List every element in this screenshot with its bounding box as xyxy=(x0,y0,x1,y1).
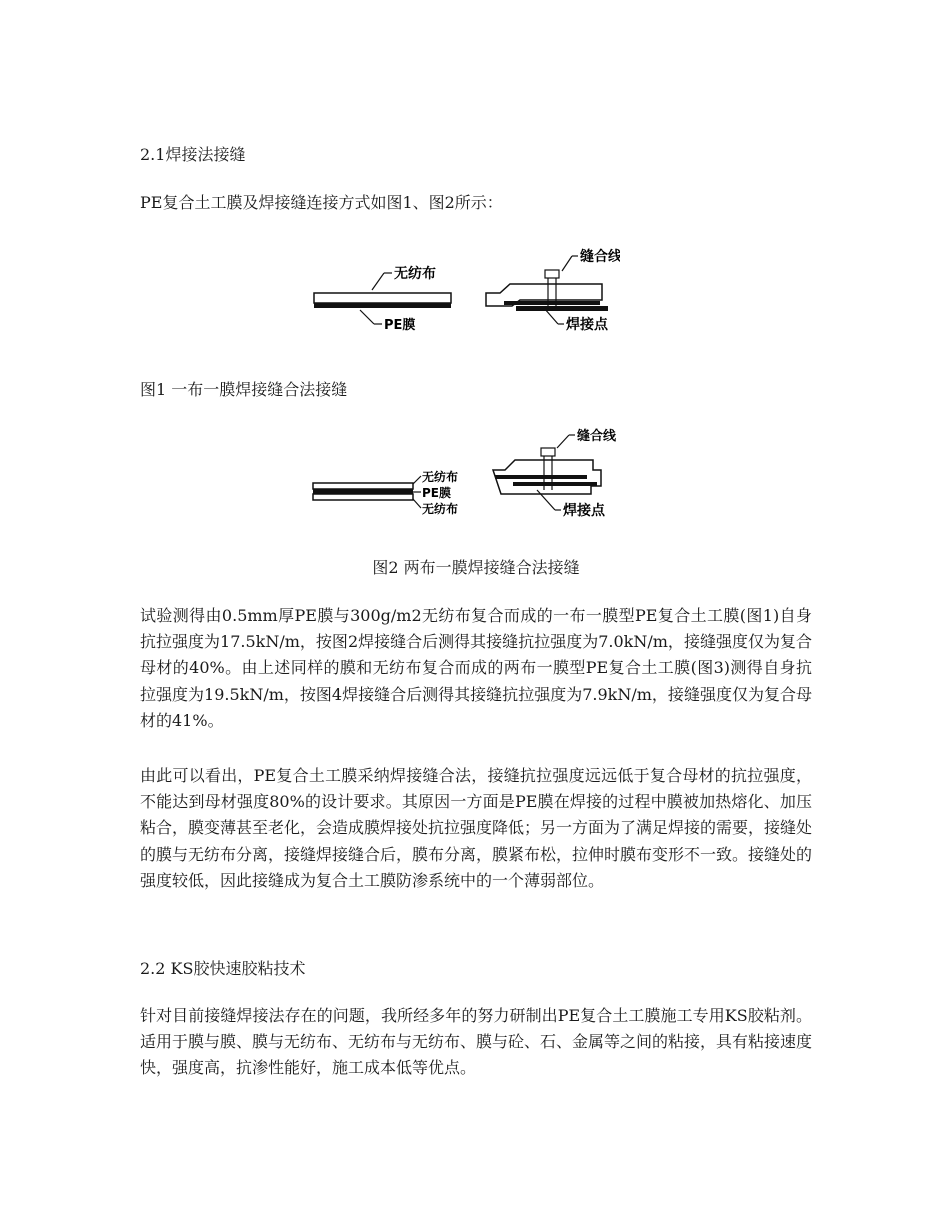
label-seam-line: 缝合线 xyxy=(580,249,620,265)
figure-1-diagram xyxy=(300,240,620,344)
figure-2-svg xyxy=(305,428,625,528)
label-pe-film: PE膜 xyxy=(384,318,416,333)
seam-pe-film-upper xyxy=(495,475,587,479)
seam-pe-film-lower xyxy=(516,306,608,311)
nonwoven-bottom-layer xyxy=(313,494,413,500)
paragraph-test-results: 试验测得由0.5mm厚PE膜与300g/m2无纺布复合而成的一布一膜型PE复合土工膜(图1)自身抗拉强度为17.5kN/m，按图2焊接缝合后测得其接缝抗拉强度为7.0kN/m，接缝强度仅为复合母材的40%。由上述同样的膜和无纺布复合而成的两布一膜型PE复合土工膜(图3)测得自身抗拉强度为19.5kN/m，按图4焊接缝合后测得其接缝抗拉强度为7.9kN/m，接缝强度仅为复合母材的41%。 xyxy=(140,606,812,730)
stitch-knot xyxy=(541,448,555,456)
section-heading-ks-glue: 2.2 KS胶快速胶粘技术 xyxy=(140,959,306,978)
label-nonwoven-bottom: 无纺布 xyxy=(422,502,459,516)
seam-pe-film-lower xyxy=(513,482,597,486)
label-nonwoven-top: 无纺布 xyxy=(422,470,459,484)
figure-1-svg xyxy=(300,240,620,340)
pe-film-layer xyxy=(314,303,451,308)
stitch-knot xyxy=(545,270,559,278)
label-weld-point: 焊接点 xyxy=(566,317,608,333)
section-heading-welding: 2.1焊接法接缝 xyxy=(140,145,246,164)
label-weld-point: 焊接点 xyxy=(563,503,605,519)
nonwoven-top-layer xyxy=(313,483,413,489)
figure-2-diagram xyxy=(305,428,625,532)
intro-sentence: PE复合土工膜及焊接缝连接方式如图1、图2所示： xyxy=(140,193,503,212)
label-pe-film: PE膜 xyxy=(422,486,451,500)
figure-1-caption: 图1 一布一膜焊接缝合法接缝 xyxy=(140,380,348,399)
label-seam-line: 缝合线 xyxy=(577,429,617,444)
figure-2-caption: 图2 两布一膜焊接缝合法接缝 xyxy=(372,558,580,577)
paragraph-ks-glue: 针对目前接缝焊接法存在的问题，我所经多年的努力研制出PE复合土工膜施工专用KS胶粘剂。适用于膜与膜、膜与无纺布、无纺布与无纺布、膜与砼、石、金属等之间的粘接，具有粘接速度快，强度高，抗渗性能好，施工成本低等优点。 xyxy=(140,1006,813,1078)
nonwoven-layer xyxy=(314,293,451,303)
seam-pe-film xyxy=(504,301,600,305)
label-nonwoven: 无纺布 xyxy=(394,266,436,282)
paragraph-analysis: 由此可以看出，PE复合土工膜采纳焊接缝合法，接缝抗拉强度远远低于复合母材的抗拉强度，不能达到母材强度80%的设计要求。其原因一方面是PE膜在焊接的过程中膜被加热熔化、加压粘合，膜变薄甚至老化，会造成膜焊接处抗拉强度降低；另一方面为了满足焊接的需要，接缝处的膜与无纺布分离，接缝焊接缝合后，膜布分离，膜紧布松，拉伸时膜布变形不一致。接缝处的强度较低，因此接缝成为复合土工膜防渗系统中的一个薄弱部位。 xyxy=(140,766,813,890)
